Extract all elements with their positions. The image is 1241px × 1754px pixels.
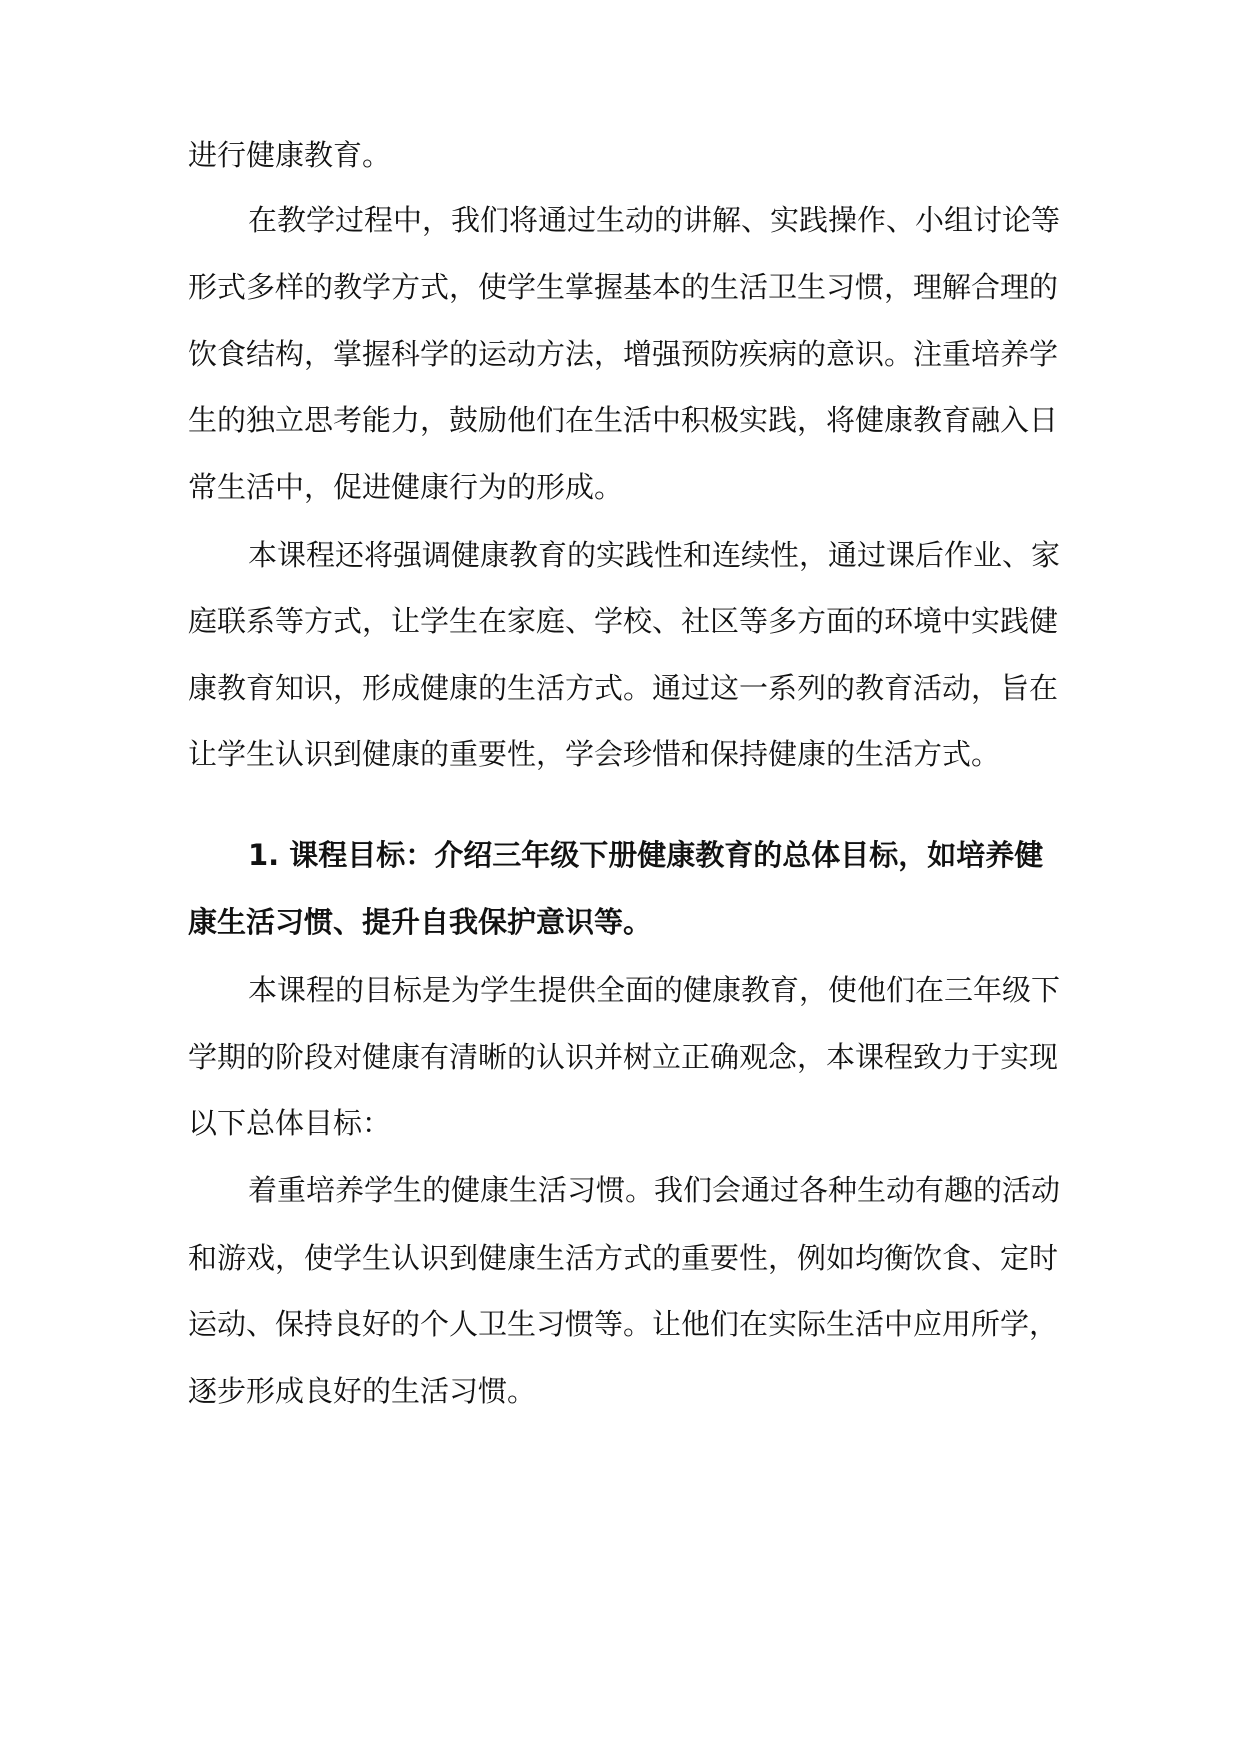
paragraph-line: 康教育知识，形成健康的生活方式。通过这一系列的教育活动，旨在	[188, 671, 1059, 705]
paragraph-line: 本课程的目标是为学生提供全面的健康教育，使他们在三年级下	[248, 973, 1061, 1007]
paragraph-line: 饮食结构，掌握科学的运动方法，增强预防疾病的意识。注重培养学	[188, 337, 1059, 371]
paragraph-line: 生的独立思考能力，鼓励他们在生活中积极实践，将健康教育融入日	[188, 403, 1059, 437]
paragraph-line: 让学生认识到健康的重要性，学会珍惜和保持健康的生活方式。	[188, 737, 1001, 771]
paragraph-line: 进行健康教育。	[188, 138, 392, 172]
paragraph-line: 常生活中，促进健康行为的形成。	[188, 470, 624, 504]
paragraph-line: 庭联系等方式，让学生在家庭、学校、社区等多方面的环境中实践健	[188, 604, 1059, 638]
paragraph-line: 运动、保持良好的个人卫生习惯等。让他们在实际生活中应用所学，	[188, 1307, 1059, 1341]
paragraph-line: 本课程还将强调健康教育的实践性和连续性，通过课后作业、家	[248, 538, 1061, 572]
paragraph-line: 着重培养学生的健康生活习惯。我们会通过各种生动有趣的活动	[248, 1173, 1061, 1207]
paragraph-line: 以下总体目标：	[188, 1106, 392, 1140]
paragraph-line: 学期的阶段对健康有清晰的认识并树立正确观念，本课程致力于实现	[188, 1040, 1059, 1074]
paragraph-line: 逐步形成良好的生活习惯。	[188, 1374, 537, 1408]
paragraph-line: 形式多样的教学方式，使学生掌握基本的生活卫生习惯，理解合理的	[188, 270, 1059, 304]
paragraph-line: 和游戏，使学生认识到健康生活方式的重要性，例如均衡饮食、定时	[188, 1241, 1059, 1275]
section-heading: 康生活习惯、提升自我保护意识等。	[188, 905, 653, 939]
section-heading: 1. 课程目标：介绍三年级下册健康教育的总体目标，如培养健	[248, 838, 1044, 872]
paragraph-line: 在教学过程中，我们将通过生动的讲解、实践操作、小组讨论等	[248, 203, 1061, 237]
